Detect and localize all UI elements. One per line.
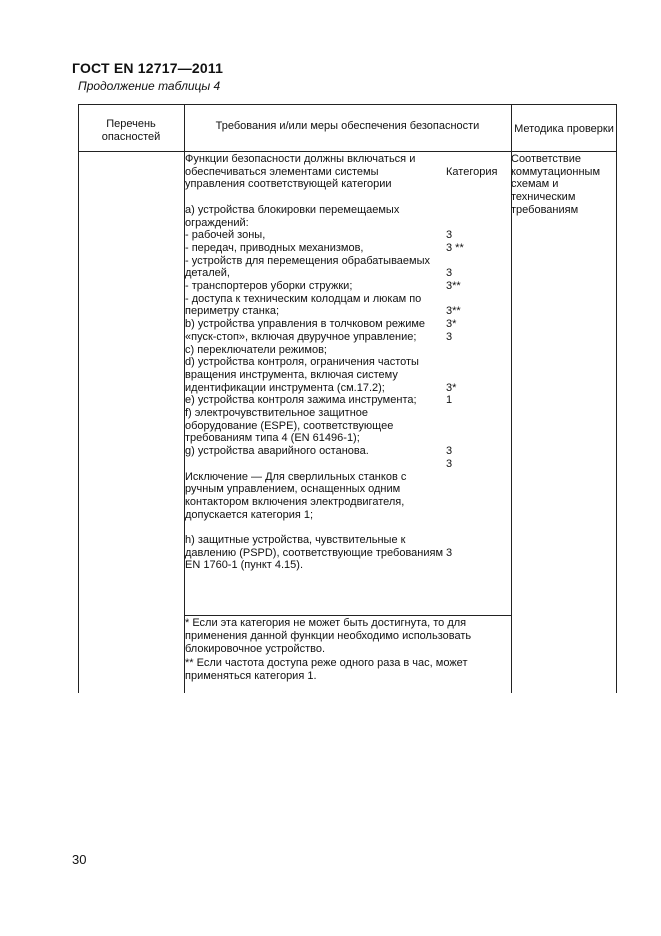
category-value: 3: [446, 330, 453, 343]
category-value: 3: [446, 457, 453, 470]
requirement-line: - рабочей зоны,: [185, 229, 266, 242]
requirement-line: Исключение — Для сверлильных станков с: [185, 470, 407, 483]
footnote-line: ** Если частота доступа реже одного раза в час, может: [185, 656, 468, 669]
header-verification: Методика проверки: [514, 123, 614, 135]
requirement-line: - транспортеров уборки стружки;: [185, 280, 353, 292]
footnote-line: применяться категория 1.: [185, 669, 317, 682]
page-number: 30: [72, 852, 87, 867]
requirement-line: а) устройства блокировки перемещаемых: [185, 203, 400, 216]
footnote-line: * Если эта категория не может быть достигнута, то для: [185, 617, 467, 629]
category-value: 3: [446, 445, 453, 458]
requirement-line: «пуск-стоп», включая двуручное управление;: [185, 330, 417, 343]
requirement-line: - доступа к техническим колодцам и люкам по: [185, 292, 422, 305]
category-value: 3*: [446, 381, 457, 394]
table-top-border: [78, 104, 616, 105]
category-value: 3: [446, 267, 453, 280]
header-hazards: Перечень опасностей: [101, 118, 161, 143]
method-line: схемам и: [511, 178, 559, 191]
requirement-line: b) устройства управления в толчковом режиме: [185, 318, 426, 331]
category-value: 3: [446, 546, 453, 559]
method-line: техническим: [511, 191, 576, 204]
requirement-line: периметру станка;: [185, 305, 280, 318]
requirement-line: ручным управлением, оснащенных одним: [185, 483, 401, 496]
requirement-line: обеспечиваться элементами системы: [185, 165, 379, 178]
table-continuation-caption: Продолжение таблицы 4: [78, 79, 221, 93]
table-header-divider: [78, 151, 616, 152]
requirement-line: EN 1760-1 (пункт 4.15).: [185, 559, 303, 572]
category-header: Категория: [446, 166, 498, 178]
footnote-divider: [184, 615, 511, 616]
requirement-line: g) устройства аварийного останова.: [185, 445, 369, 458]
requirement-line: e) устройства контроля зажима инструмента;: [185, 394, 417, 407]
requirement-line: d) устройства контроля, ограничения частоты: [185, 356, 419, 369]
requirement-line: управления соответствующей категории: [185, 178, 392, 191]
requirement-line: давлению (PSPD), соответствующие требованиям: [185, 546, 444, 559]
requirement-line: - устройств для перемещения обрабатываемых: [185, 254, 431, 267]
requirement-line: Функции безопасности должны включаться и: [185, 153, 416, 165]
requirement-line: оборудование (ESPE), соответствующее: [185, 419, 394, 432]
category-value: 3*: [446, 318, 457, 331]
requirement-line: требованиям типа 4 (EN 61496-1);: [185, 432, 360, 445]
category-value: 3**: [446, 280, 461, 292]
method-line: Соответствие: [511, 153, 582, 165]
category-value: 3**: [446, 305, 461, 318]
category-value: 3 **: [446, 241, 464, 254]
requirement-line: идентификации инструмента (см.17.2);: [185, 381, 385, 394]
requirement-line: - передач, приводных механизмов,: [185, 241, 364, 254]
footnote-line: блокировочное устройство.: [185, 643, 326, 656]
requirement-line: ограждений:: [185, 216, 249, 229]
requirement-line: вращения инструмента, включая систему: [185, 368, 398, 381]
requirement-line: f) электрочувствительное защитное: [185, 407, 369, 419]
method-line: требованиям: [511, 203, 579, 216]
requirement-line: деталей,: [185, 267, 230, 280]
requirement-line: h) защитные устройства, чувствительные к: [185, 534, 406, 546]
table-left-border: [78, 104, 79, 693]
method-line: коммутационным: [511, 165, 601, 178]
header-requirements: Требования и/или меры обеспечения безопасности: [215, 120, 480, 132]
table-right-border: [616, 104, 617, 693]
document-title: ГОСТ EN 12717—2011: [72, 60, 224, 76]
requirement-line: контактором включения электродвигателя,: [185, 495, 405, 508]
requirement-line: c) переключатели режимов;: [185, 343, 327, 356]
category-value: 3: [446, 229, 453, 242]
requirement-line: допускается категория 1;: [185, 508, 314, 521]
category-value: 1: [446, 394, 453, 407]
footnote-line: применения данной функции необходимо использовать: [185, 630, 472, 643]
